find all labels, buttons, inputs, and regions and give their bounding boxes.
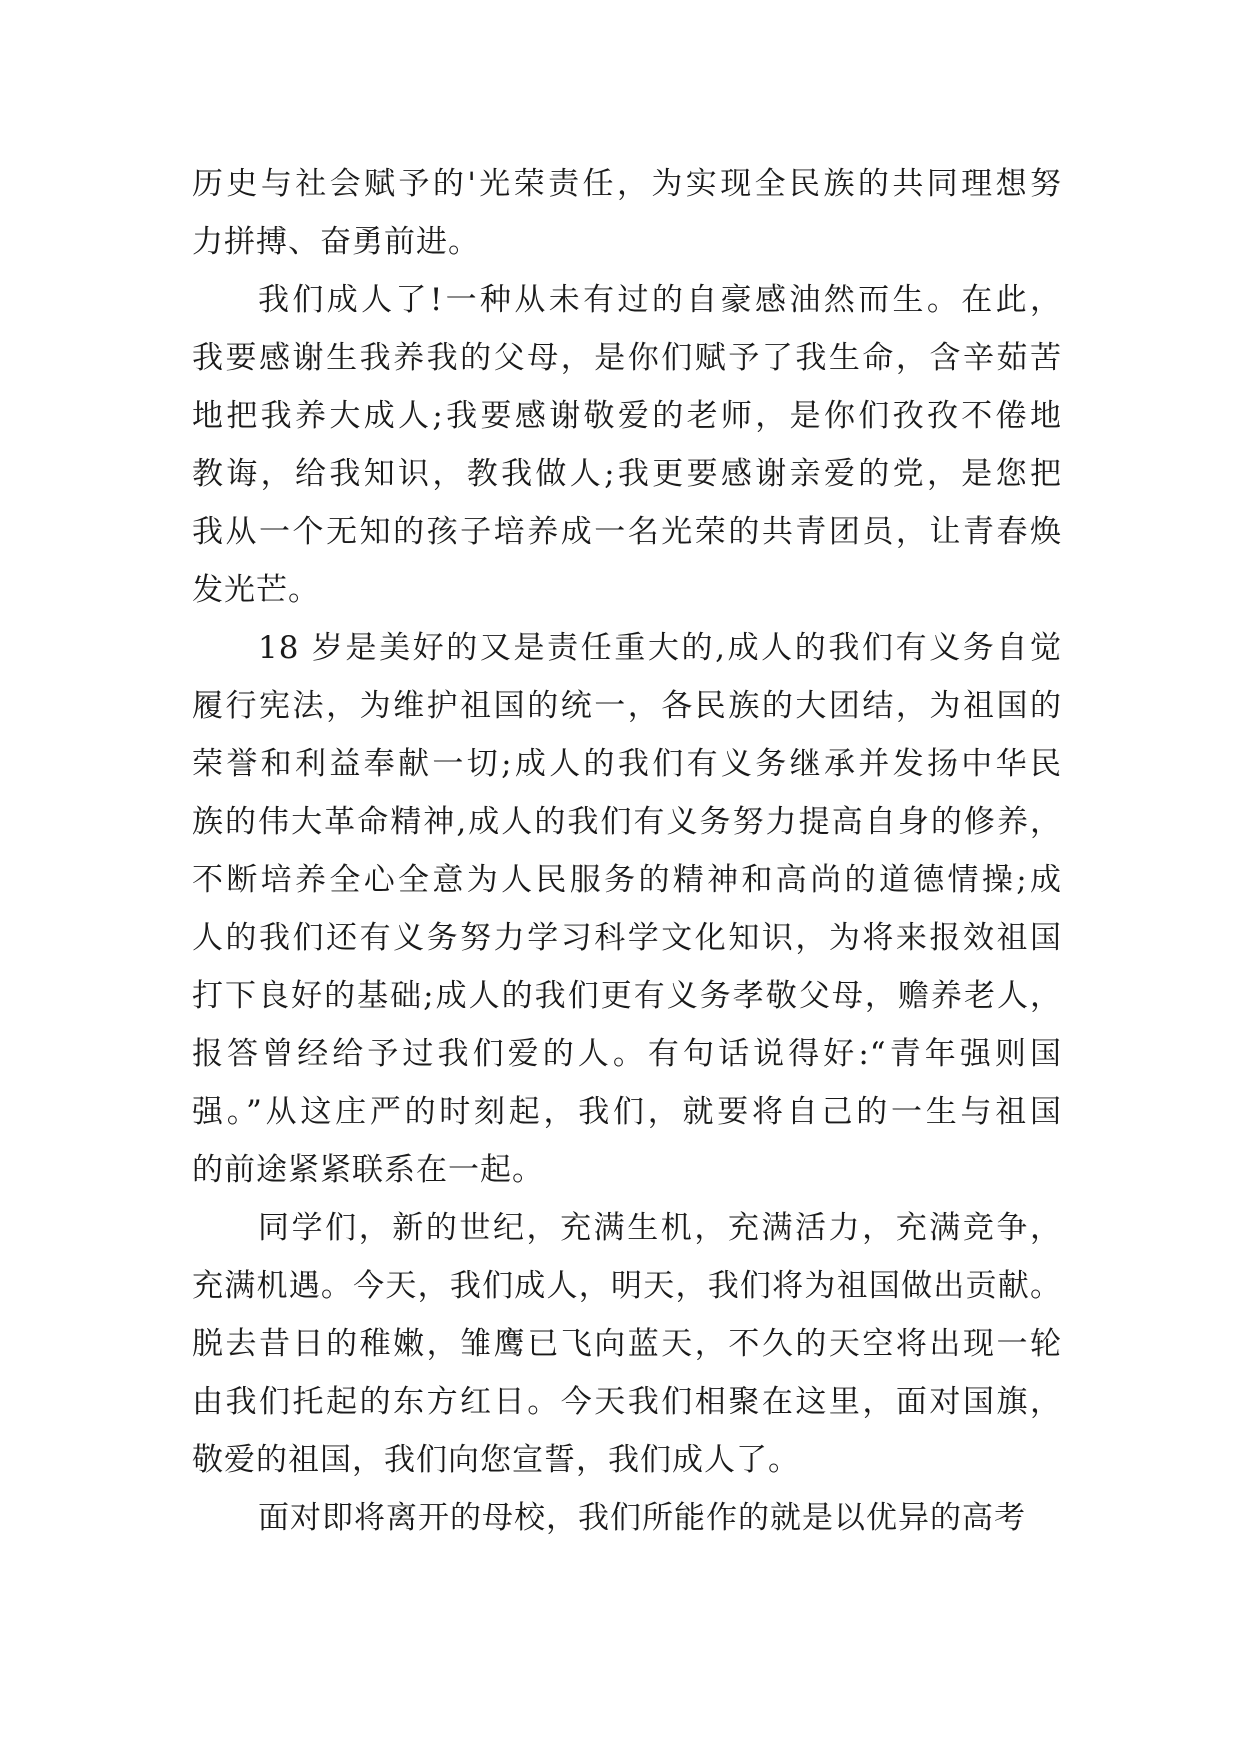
text-line: 族的伟大革命精神,成人的我们有义务努力提高自身的修养， <box>192 804 1062 840</box>
text-line: 发光芒。 <box>192 572 320 608</box>
text-line: 充满机遇。今天，我们成人，明天，我们将为祖国做出贡献。 <box>192 1268 1062 1304</box>
text-line: 人的我们还有义务努力学习科学文化知识，为将来报效祖国 <box>192 920 1062 956</box>
text-line: 打下良好的基础;成人的我们更有义务孝敬父母，赡养老人， <box>192 978 1062 1014</box>
text-line: 力拼搏、奋勇前进。 <box>192 224 480 260</box>
body-text <box>192 155 1062 1547</box>
text-line: 荣誉和利益奉献一切;成人的我们有义务继承并发扬中华民 <box>192 746 1062 782</box>
text-line: 履行宪法，为维护祖国的统一，各民族的大团结，为祖国的 <box>192 688 1062 724</box>
text-line: 脱去昔日的稚嫩，雏鹰已飞向蓝天，不久的天空将出现一轮 <box>192 1326 1062 1362</box>
text-line: 敬爱的祖国，我们向您宣誓，我们成人了。 <box>192 1442 800 1478</box>
paragraph-first-line: 18 岁是美好的又是责任重大的,成人的我们有义务自觉 <box>258 630 1062 666</box>
text-line: 我从一个无知的孩子培养成一名光荣的共青团员，让青春焕 <box>192 514 1062 550</box>
text-line: 地把我养大成人;我要感谢敬爱的老师，是你们孜孜不倦地 <box>192 398 1062 434</box>
text-line: 由我们托起的东方红日。今天我们相聚在这里，面对国旗， <box>192 1384 1062 1420</box>
text-line: 不断培养全心全意为人民服务的精神和高尚的道德情操;成 <box>192 862 1062 898</box>
text-line: 强。”从这庄严的时刻起，我们，就要将自己的一生与祖国 <box>192 1094 1062 1130</box>
paragraph-first-line: 同学们，新的世纪，充满生机，充满活力，充满竞争， <box>258 1210 1062 1246</box>
text-line: 历史与社会赋予的'光荣责任，为实现全民族的共同理想努 <box>192 166 1062 202</box>
paragraph-first-line: 面对即将离开的母校，我们所能作的就是以优异的高考 <box>258 1500 1026 1536</box>
text-line: 我要感谢生我养我的父母，是你们赋予了我生命，含辛茹苦 <box>192 340 1062 376</box>
paragraph-first-line: 我们成人了!一种从未有过的自豪感油然而生。在此， <box>258 282 1062 318</box>
text-line: 报答曾经给予过我们爱的人。有句话说得好:“青年强则国 <box>192 1036 1062 1072</box>
text-line: 的前途紧紧联系在一起。 <box>192 1152 544 1188</box>
text-line: 教诲，给我知识，教我做人;我更要感谢亲爱的党，是您把 <box>192 456 1062 492</box>
